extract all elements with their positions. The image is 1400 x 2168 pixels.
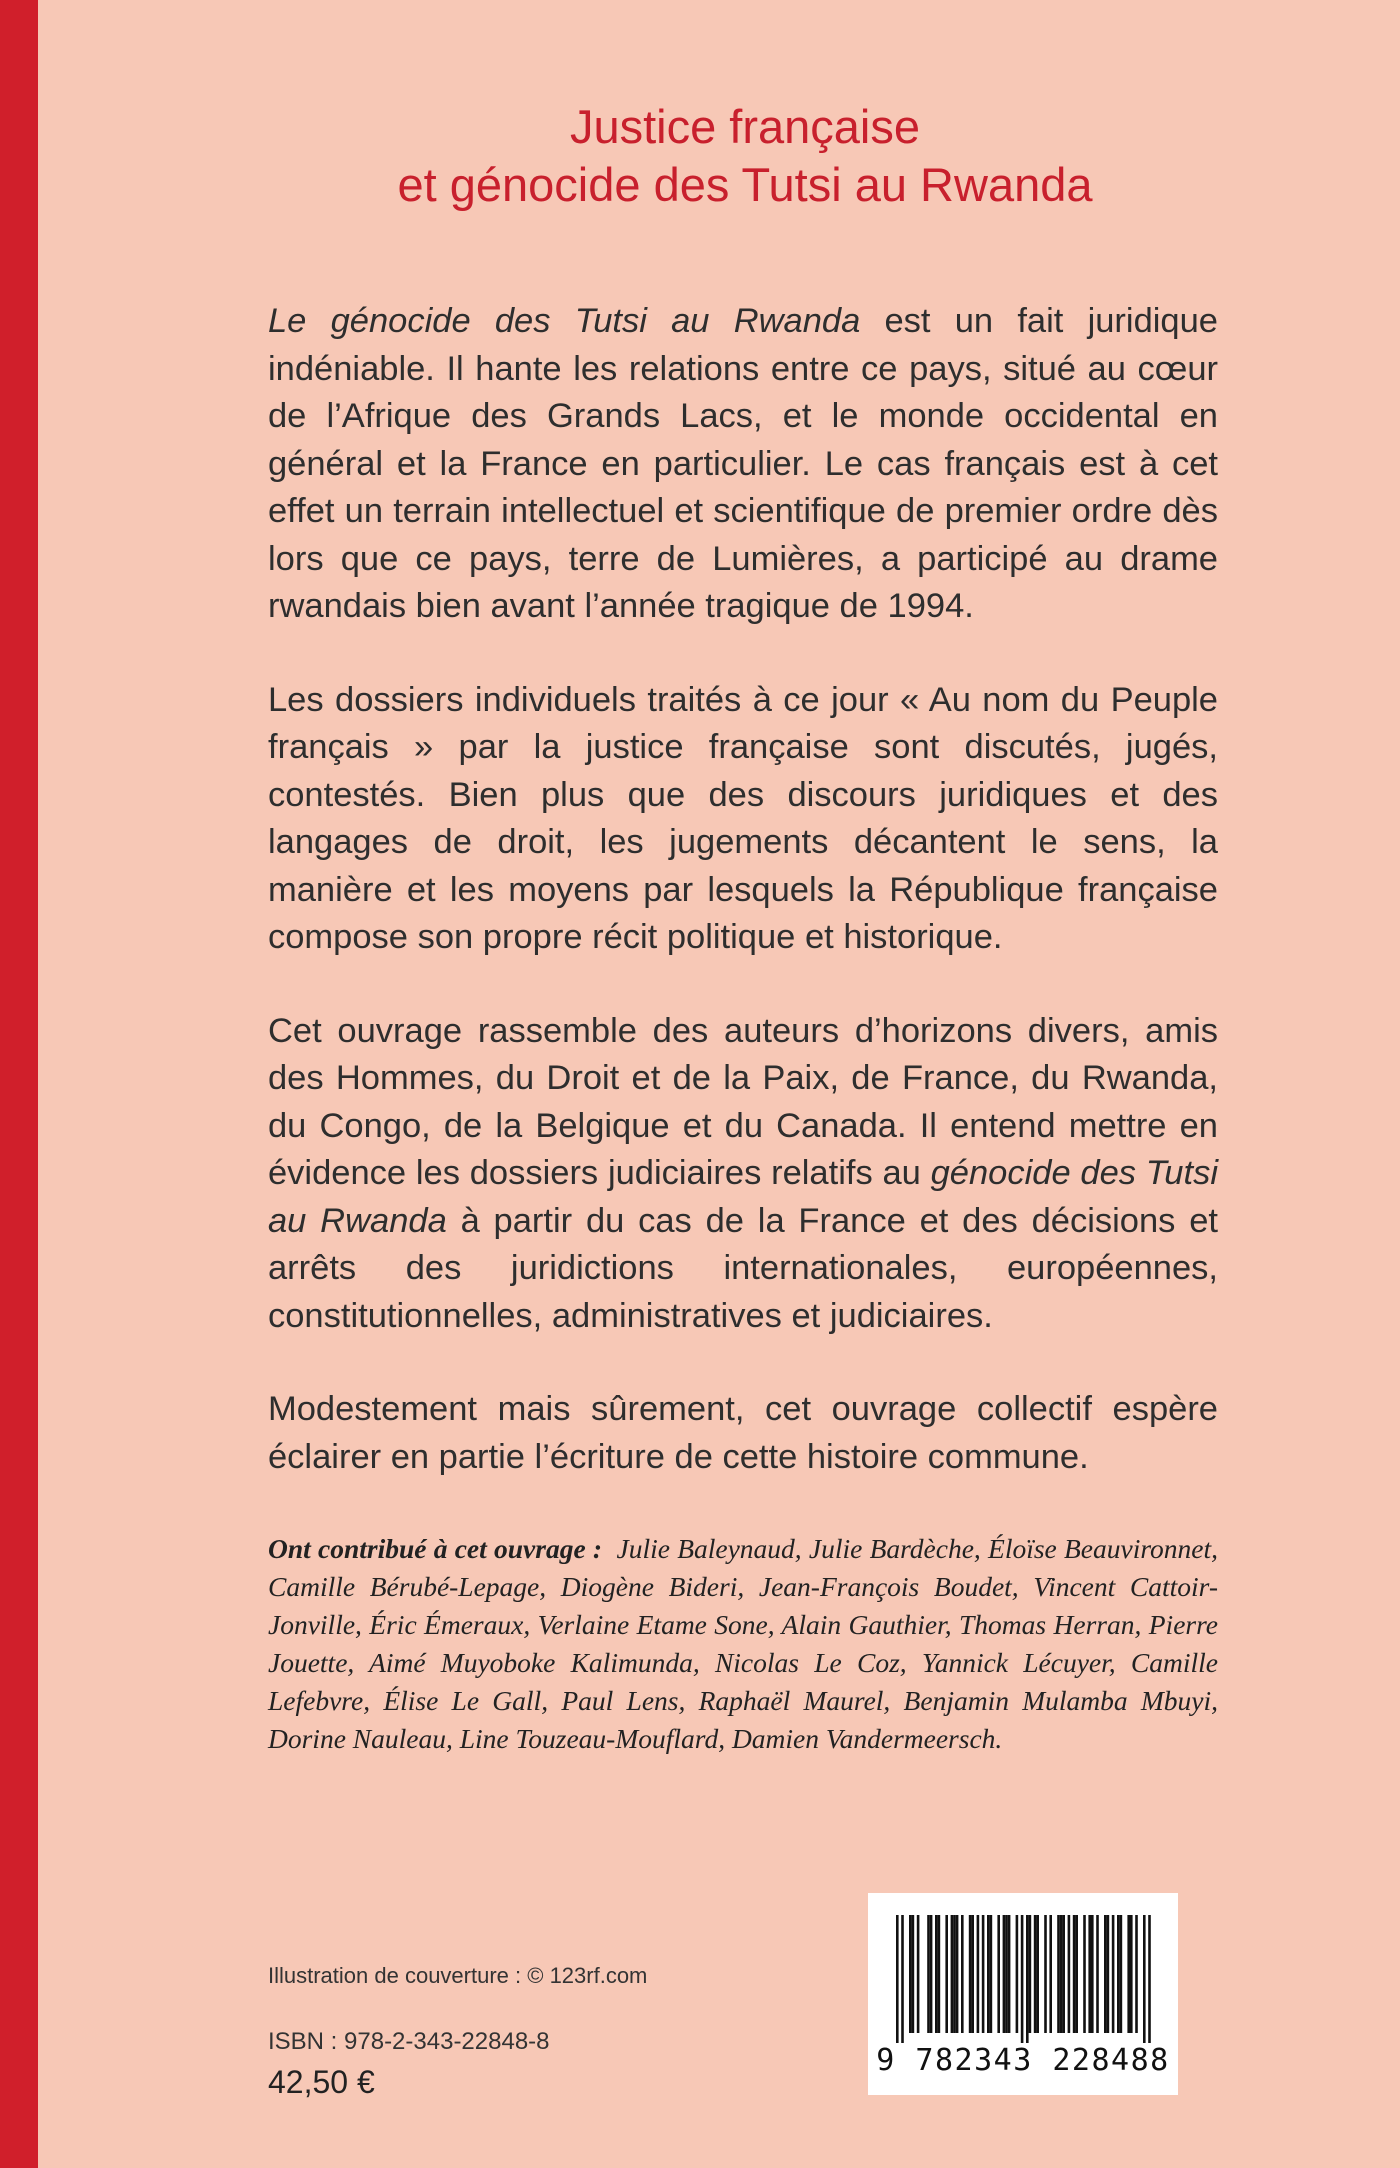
barcode-bar xyxy=(1029,1915,1032,2033)
paragraph-3-start: Cet ouvrage rassemble des auteurs d’horizons divers, amis des Hommes, du Droit et de la Paix, de France, du Rwanda, du Congo, de la Belgique et du Canada. Il entend mettre en évidence les dossiers judiciaires relatifs au xyxy=(268,1011,1218,1192)
barcode-bar xyxy=(961,1915,964,2033)
barcode-bar xyxy=(1008,1915,1011,2033)
blurb xyxy=(268,298,1218,1527)
barcode-bar xyxy=(1003,1915,1006,2033)
paragraph-3 xyxy=(268,1008,1218,1341)
book-title xyxy=(90,98,1400,214)
barcode-bar xyxy=(1016,1915,1019,2033)
paragraph-2: Les dossiers individuels traités à ce jour « Au nom du Peuple français » par la justice française sont discutés, jugés, contestés. Bien plus que des discours juridiques et des langages de droit, les jugements décantent le sens, la manière et les moyens par lesquels la République française compose son propre récit politique et historique. xyxy=(268,680,1218,956)
barcode-bar xyxy=(1005,1915,1008,2033)
barcode-bar xyxy=(896,1915,899,2043)
barcode-bar xyxy=(982,1915,985,2033)
spine-margin xyxy=(38,0,90,2168)
barcode-bar xyxy=(1104,1915,1107,2033)
barcode xyxy=(868,1893,1178,2095)
barcode-bar xyxy=(935,1915,938,2033)
barcode-bar xyxy=(909,1915,912,2033)
paragraph-1-italic: Le génocide des Tutsi au Rwanda xyxy=(268,302,861,340)
barcode-bar xyxy=(1143,1915,1146,2043)
barcode-bar xyxy=(917,1915,920,2033)
barcode-bar xyxy=(927,1915,930,2033)
illustration-credit: Illustration de couverture : © 123rf.com xyxy=(268,1963,648,1988)
barcode-bar xyxy=(1083,1915,1086,2033)
barcode-bar xyxy=(1112,1915,1115,2033)
barcode-bar xyxy=(1127,1915,1130,2033)
barcode-bar xyxy=(1075,1915,1078,2033)
contributors-label: Ont contribué à cet ouvrage : xyxy=(268,1533,603,1564)
barcode-bar xyxy=(1057,1915,1060,2033)
title-line-1: Justice française xyxy=(569,100,921,153)
barcode-bar xyxy=(1107,1915,1110,2033)
barcode-bar xyxy=(1096,1915,1099,2033)
barcode-bar xyxy=(951,1915,954,2033)
barcode-bar xyxy=(956,1915,959,2033)
barcode-bar xyxy=(1026,1915,1029,2043)
barcode-bar xyxy=(969,1915,972,2033)
barcode-bar xyxy=(1036,1915,1039,2033)
barcode-number: 9 782343 228488 xyxy=(876,2043,1170,2078)
barcode-bar xyxy=(1130,1915,1133,2033)
isbn: ISBN : 978-2-343-22848-8 xyxy=(268,2028,550,2055)
barcode-bar xyxy=(1148,1915,1151,2043)
barcode-bar xyxy=(912,1915,915,2033)
paragraph-4: Modestement mais sûrement, cet ouvrage collectif espère éclairer en partie l’écriture de cette histoire commune. xyxy=(268,1390,1218,1476)
barcode-bar xyxy=(1135,1915,1138,2033)
barcode-bar xyxy=(1034,1915,1037,2033)
barcode-bar xyxy=(1044,1915,1047,2033)
barcode-bar xyxy=(977,1915,980,2033)
contributors-names: Julie Baleynaud, Julie Bardèche, Éloïse Beauvironnet, Camille Bérubé-Lepage, Diogène Bideri, Jean-François Boudet, Vincent Cattoir-Jonville, Éric Émeraux, Verlaine Etame Sone, Alain Gauthier, Thomas Herran, Pierre Jouette, Aimé Muyoboke Kalimunda, Nicolas Le Coz, Yannick Lécuyer, Camille Lefebvre, Élise Le Gall, Paul Lens, Raphaël Maurel, Benjamin Mulamba Mbuyi, Dorine Nauleau, Line Touzeau-Mouflard, Damien Vandermeersch. xyxy=(268,1533,1218,1754)
barcode-bar xyxy=(953,1915,956,2033)
barcode-bar xyxy=(1062,1915,1065,2033)
barcode-bar xyxy=(1120,1915,1123,2033)
paragraph-1-text: est un fait juridique indéniable. Il hante les relations entre ce pays, situé au cœur de l’Afrique des Grands Lacs, et le monde occidental en général et la France en particulier. Le cas français est à cet effet un terrain intellectuel et scientifique de premier ordre dès lors que ce pays, terre de Lumières, a participé au drame rwandais bien avant l’année tragique de 1994. xyxy=(268,302,1218,625)
barcode-bar xyxy=(945,1915,948,2033)
barcode-bar xyxy=(1060,1915,1063,2033)
paragraph-3-italic: génocide des Tutsi au Rwanda xyxy=(268,1154,1218,1240)
barcode-bar xyxy=(1049,1915,1052,2033)
spine-stripe xyxy=(0,0,38,2168)
barcode-bar xyxy=(930,1915,933,2033)
barcode-bar xyxy=(990,1915,993,2033)
price: 42,50 € xyxy=(268,2064,375,2100)
paragraph-1 xyxy=(268,298,1218,631)
barcode-bar xyxy=(1021,1915,1024,2043)
contributors xyxy=(268,1530,1218,1758)
barcode-bar xyxy=(971,1915,974,2033)
barcode-bar xyxy=(938,1915,941,2033)
barcode-bars xyxy=(868,1893,1178,2043)
barcode-bar xyxy=(1088,1915,1091,2033)
barcode-bar xyxy=(1073,1915,1076,2033)
barcode-bar xyxy=(1068,1915,1071,2033)
title-line-2: et génocide des Tutsi au Rwanda xyxy=(397,158,1093,211)
barcode-bar xyxy=(1117,1915,1120,2033)
paragraph-3-end: à partir du cas de la France et des décisions et arrêts des juridictions internationales, européennes, constitutionnelles, administratives et judiciaires. xyxy=(268,1201,1219,1335)
barcode-bar xyxy=(1091,1915,1094,2033)
barcode-bar xyxy=(987,1915,990,2033)
barcode-bar xyxy=(997,1915,1000,2033)
barcode-bar xyxy=(901,1915,904,2043)
